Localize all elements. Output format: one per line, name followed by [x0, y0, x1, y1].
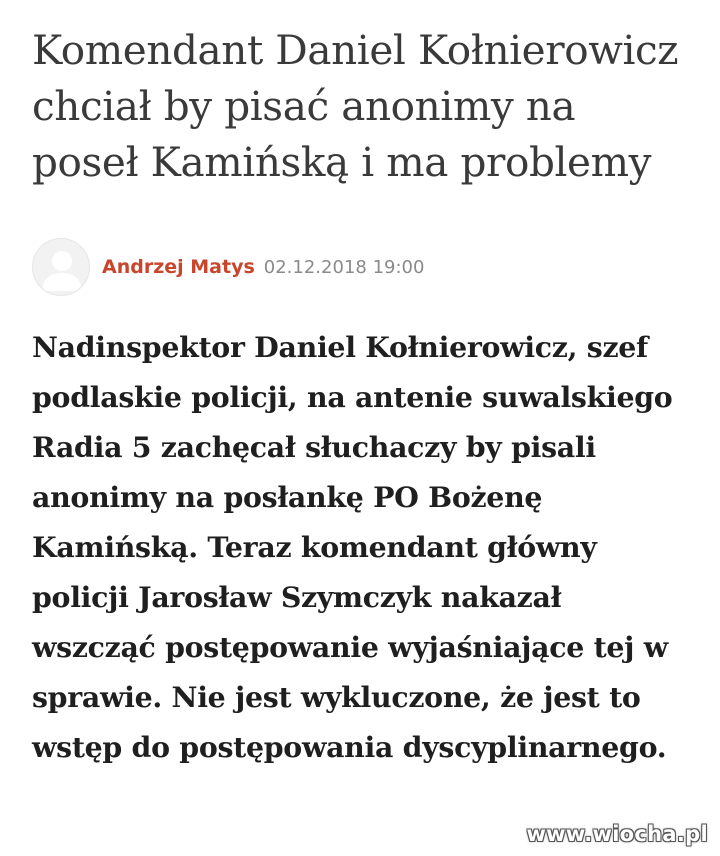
- article-headline: Komendant Daniel Kołnierowicz chciał by pisać anonimy na poseł Kamińską i ma problemy: [32, 26, 679, 186]
- byline: [32, 237, 424, 297]
- site-watermark: www.wiocha.pl: [526, 822, 708, 846]
- author-name-link[interactable]: Andrzej Matys: [102, 256, 255, 278]
- publish-date: 02.12.2018 19:00: [263, 256, 425, 278]
- author-avatar[interactable]: [32, 238, 90, 296]
- article-lead: Nadinspektor Daniel Kołnierowicz, szef podlaskie policji, na antenie suwalskiego Radia 5 zachęcał słuchaczy by pisali anonimy na posłankę PO Bożenę Kamińską. Teraz komendant główny policji Jarosław Szymczyk nakazał wszcząć postępowanie wyjaśniające tej w sprawie. Nie jest wykluczone, że jest to wstęp do postępowania dyscyplinarnego.: [32, 330, 673, 764]
- user-silhouette-icon: [33, 239, 90, 296]
